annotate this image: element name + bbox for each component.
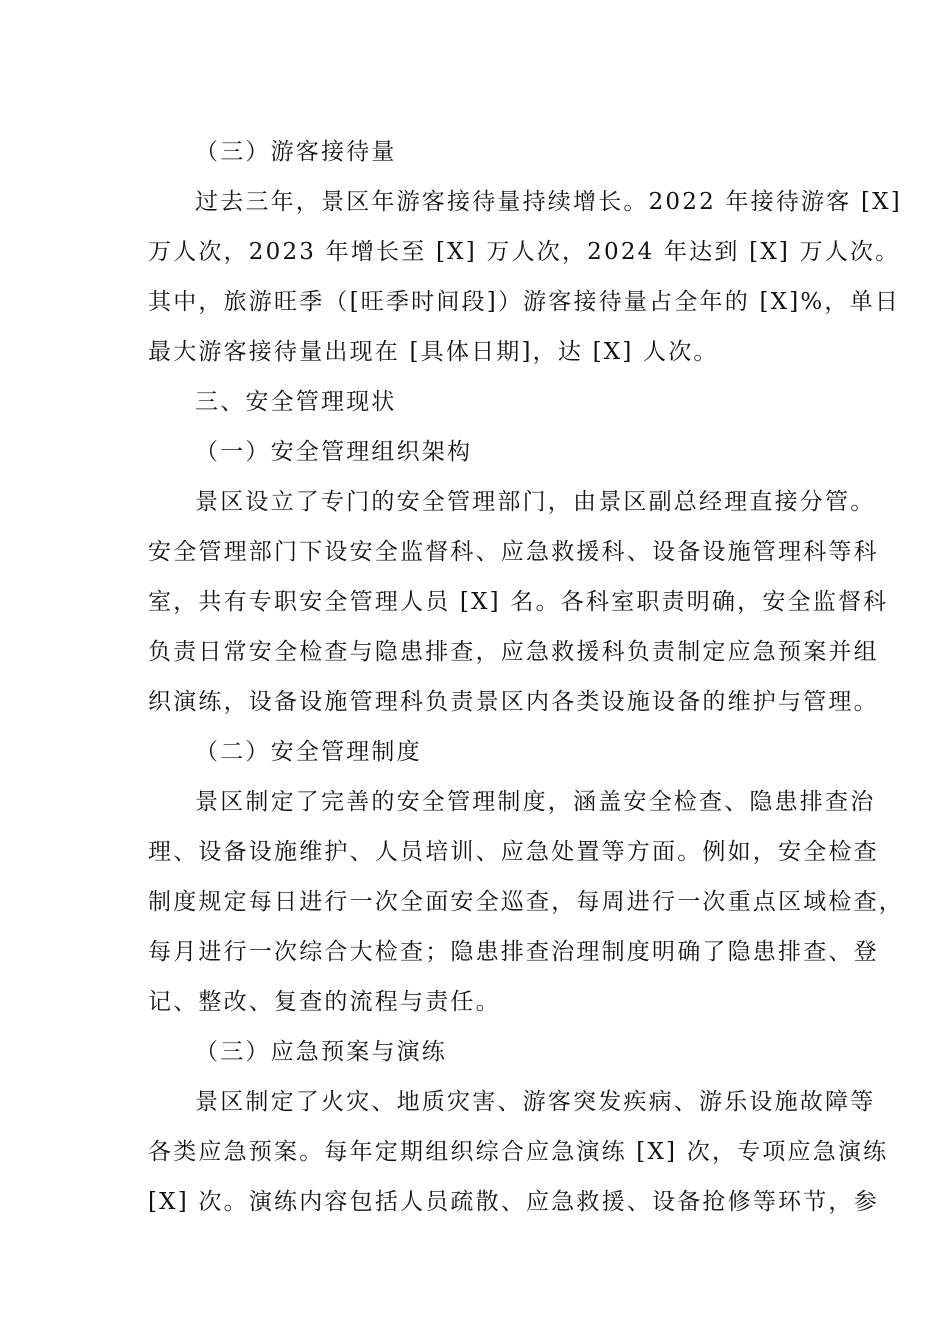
paragraph-line: 理、设备设施维护、人员培训、应急处置等方面。例如，安全检查 [148, 839, 879, 865]
paragraph-line: 最大游客接待量出现在 [具体日期]，达 [X] 人次。 [148, 339, 719, 365]
paragraph-line: 安全管理部门下设安全监督科、应急救援科、设备设施管理科等科 [148, 539, 879, 565]
paragraph-line: 其中，旅游旺季（[旺季时间段]）游客接待量占全年的 [X]%，单日 [148, 289, 901, 315]
paragraph-line: 织演练，设备设施管理科负责景区内各类设施设备的维护与管理。 [148, 689, 879, 715]
paragraph-line: 各类应急预案。每年定期组织综合应急演练 [X] 次，专项应急演练 [148, 1139, 889, 1165]
paragraph-line: 记、整改、复查的流程与责任。 [148, 989, 501, 1015]
heading-emergency-plan: （三）应急预案与演练 [195, 1039, 447, 1065]
paragraph-line: 每月进行一次综合大检查；隐患排查治理制度明确了隐患排查、登 [148, 939, 879, 965]
paragraph-line: 景区制定了完善的安全管理制度，涵盖安全检查、隐患排查治 [195, 789, 876, 815]
paragraph-line: 室，共有专职安全管理人员 [X] 名。各科室职责明确，安全监督科 [148, 589, 889, 615]
paragraph-line: 过去三年，景区年游客接待量持续增长。2022 年接待游客 [X] [195, 189, 902, 215]
heading-org-structure: （一）安全管理组织架构 [195, 439, 473, 465]
paragraph-line: 景区设立了专门的安全管理部门，由景区副总经理直接分管。 [195, 489, 876, 515]
paragraph-line: 负责日常安全检查与隐患排查，应急救援科负责制定应急预案并组 [148, 639, 879, 665]
paragraph-line: 制度规定每日进行一次全面安全巡查，每周进行一次重点区域检查， [148, 889, 904, 915]
paragraph-line: [X] 次。演练内容包括人员疏散、应急救援、设备抢修等环节，参 [148, 1189, 879, 1215]
heading-safety-status: 三、安全管理现状 [195, 389, 397, 415]
paragraph-line: 万人次，2023 年增长至 [X] 万人次，2024 年达到 [X] 万人次。 [148, 239, 901, 265]
paragraph-line: 景区制定了火灾、地质灾害、游客突发疾病、游乐设施故障等 [195, 1089, 876, 1115]
heading-safety-rules: （二）安全管理制度 [195, 739, 422, 765]
heading-visitor-volume: （三）游客接待量 [195, 139, 397, 165]
